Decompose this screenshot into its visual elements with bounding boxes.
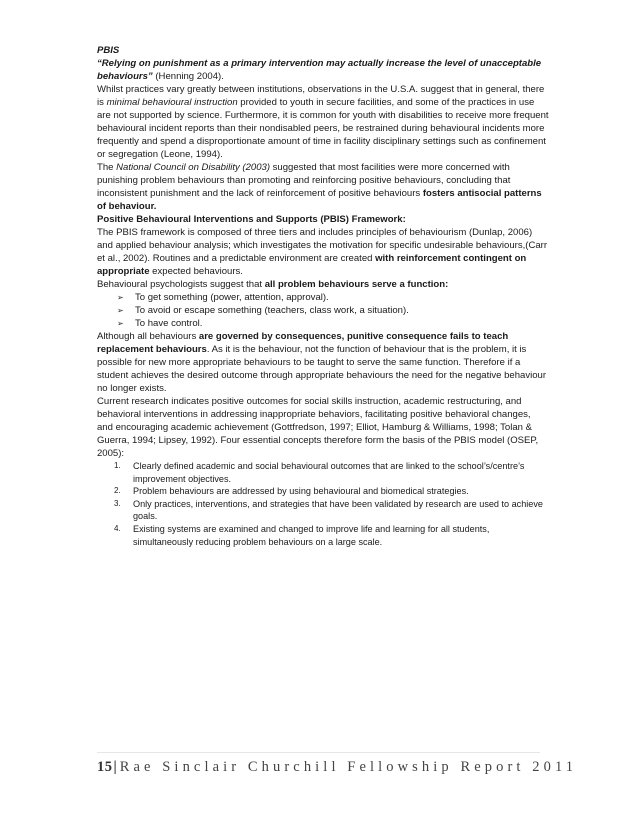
emphasis-minimal-instruction: minimal behavioural instruction bbox=[106, 97, 238, 108]
paragraph-consequences: Although all behaviours are governed by consequences, punitive consequence fails to teach replacement behaviours. As it is the behaviour, not the function of behaviour that is the problem, it is possible for new more appropriate behaviours to be taught to serve the same function. Therefore if a student achieves the desired outcome through appropriate behaviours the need for the negative behaviour no longer exists. bbox=[97, 331, 547, 394]
list-item: ➢ To avoid or escape something (teachers, class work, a situation). bbox=[117, 305, 409, 316]
function-list bbox=[97, 291, 549, 330]
concepts-list bbox=[97, 460, 549, 548]
page-body bbox=[97, 44, 549, 548]
footer-divider bbox=[97, 752, 540, 753]
list-item: ➢ To have control. bbox=[117, 318, 203, 329]
emphasis-antisocial: fosters antisocial patterns of behaviour. bbox=[97, 188, 542, 212]
report-title: Rae Sinclair Churchill Fellowship Report 2011 bbox=[119, 759, 578, 775]
arrow-bullet-icon: ➢ bbox=[117, 319, 124, 328]
paragraph-function-intro: Behavioural psychologists suggest that all problem behaviours serve a function: bbox=[97, 279, 449, 290]
paragraph-research: Current research indicates positive outcomes for social skills instruction, academic restructuring, and behavioral interventions in addressing inappropriate behaviors, facilitating positive behavioral changes, and encouraging academic achievement (Gottfredson, 1997; Elliot, Hamburg & Williams, 1998; Tolan & Guerra, 1994; Lipsey, 1992). Four essential concepts therefore form the basis of the PBIS model (OSEP, 2005): bbox=[97, 396, 539, 459]
page-number: 15 bbox=[97, 759, 113, 775]
emphasis-consequences: are governed by consequences, punitive consequence fails to teach replacement behaviours bbox=[97, 331, 509, 355]
opening-quote bbox=[97, 57, 549, 83]
quote-text: “Relying on punishment as a primary intervention may actually increase the level of unacceptable behaviours” bbox=[97, 58, 542, 82]
list-item: 1. Clearly defined academic and social behavioural outcomes that are linked to the school’s/centre’s improvement objectives. bbox=[114, 461, 525, 484]
list-number: 4. bbox=[114, 523, 121, 533]
framework-heading: Positive Behavioural Interventions and Supports (PBIS) Framework: bbox=[97, 214, 406, 225]
list-item: ➢ To get something (power, attention, approval). bbox=[117, 292, 329, 303]
emphasis-serve-function: all problem behaviours serve a function: bbox=[264, 279, 449, 290]
list-item: 4. Existing systems are examined and changed to improve life and learning for all students, simultaneously reducing problem behaviours on a large scale. bbox=[114, 523, 490, 547]
list-number: 3. bbox=[114, 498, 121, 508]
list-number: 1. bbox=[114, 461, 121, 470]
paragraph-practices: Whilst practices vary greatly between institutions, observations in the U.S.A. suggest that in general, there is minimal behavioural instruction provided to youth in secure facilities, and some of the practices in use are not supported by science. Furthermore, it is common for youth with disabilities to receive more frequent behavioural incident reports than their nondisabled peers, be restrained during behavioural incidents more frequently and spend a disproportionate amount of time in facility disciplinary settings such as confinement or segregation (Leone, 1994). bbox=[97, 84, 549, 160]
list-number: 2. bbox=[114, 486, 121, 496]
paragraph-national-council: The National Council on Disability (2003) suggested that most facilities were more concerned with punishing problem behaviours than promoting and reinforcing positive behaviours, concluding that inconsistent punishment and the lack of reinforcement of positive behaviours fosters antisocial patterns of behaviour. bbox=[97, 162, 542, 212]
list-item: 3. Only practices, interventions, and strategies that have been validated by research are used to achieve goals. bbox=[114, 498, 543, 522]
arrow-bullet-icon: ➢ bbox=[117, 293, 124, 302]
emphasis-reinforcement: with reinforcement contingent on appropriate bbox=[97, 253, 527, 277]
arrow-bullet-icon: ➢ bbox=[117, 306, 124, 315]
quote-citation: (Henning 2004). bbox=[152, 71, 224, 82]
section-heading-pbis: PBIS bbox=[97, 45, 120, 56]
page-footer bbox=[97, 758, 577, 776]
list-item: 2. Problem behaviours are addressed by using behavioural and biomedical strategies. bbox=[114, 486, 469, 497]
footer-separator: | bbox=[113, 759, 117, 775]
source-national-council: National Council on Disability (2003) bbox=[116, 162, 270, 173]
paragraph-framework: The PBIS framework is composed of three tiers and includes principles of behaviourism (Dunlap, 2006) and applied behaviour analysis; which investigates the motivation for specific undesirable behaviours,(Carr et al., 2002). Routines and a predictable environment are created with reinforcement contingent on appropriate expected behaviours. bbox=[97, 227, 548, 277]
